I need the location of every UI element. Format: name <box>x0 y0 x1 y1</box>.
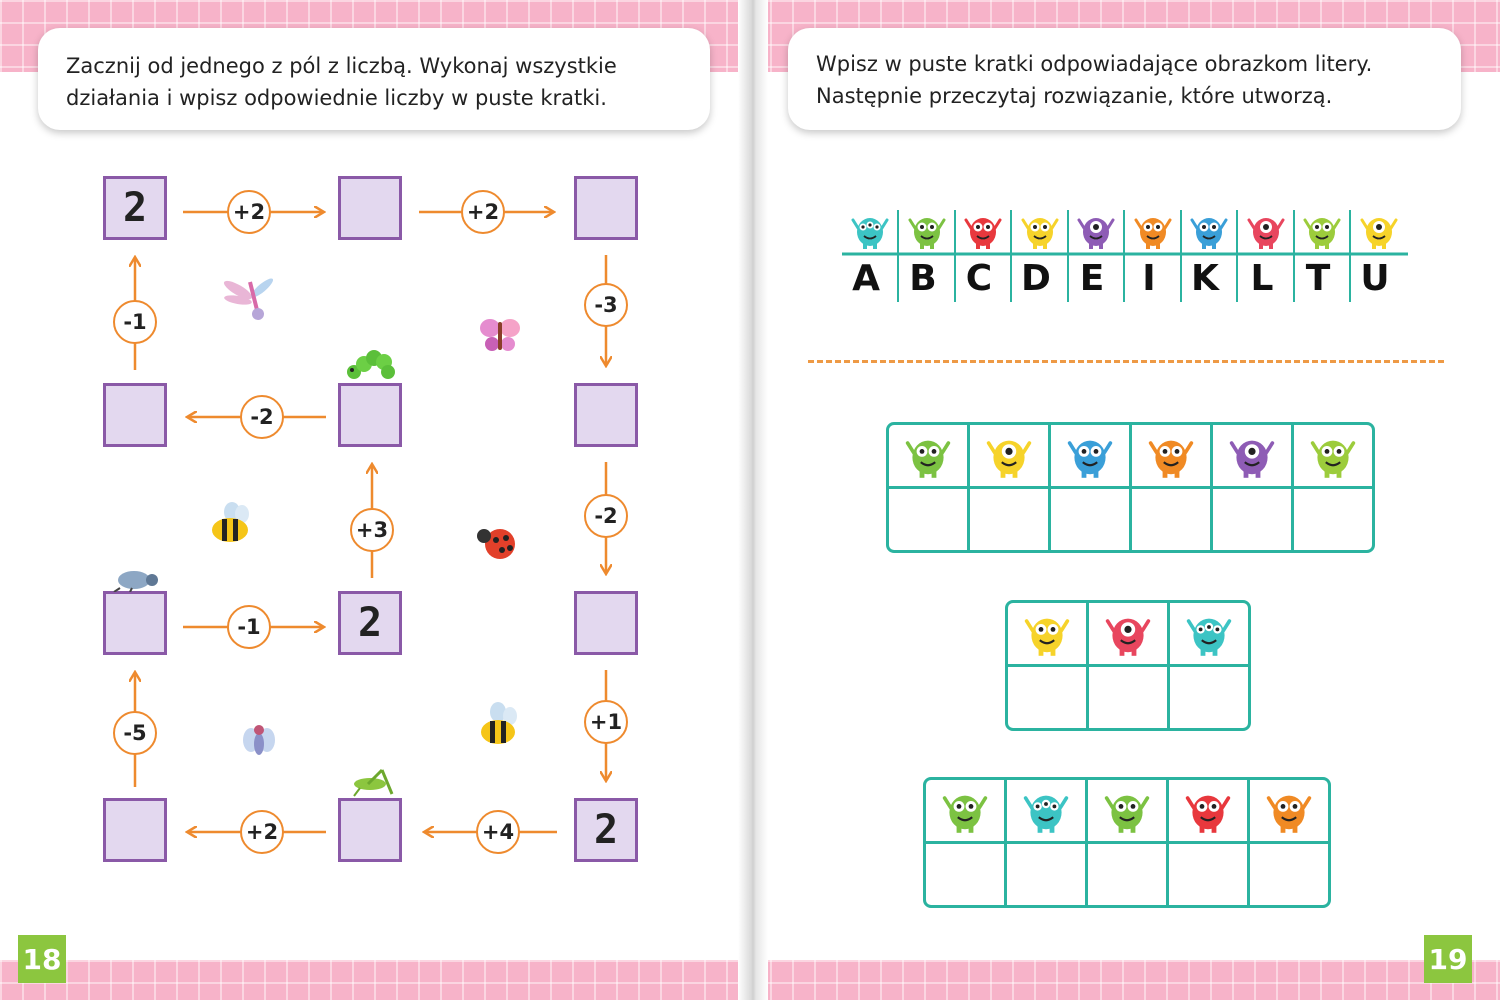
letter-answer-cell[interactable] <box>1005 664 1089 731</box>
letter-answer-cell[interactable] <box>1247 841 1331 908</box>
yellow-cyclops-icon <box>985 431 1033 479</box>
number-box[interactable] <box>574 176 638 240</box>
number-box[interactable] <box>103 383 167 447</box>
right-instruction-card <box>788 28 1461 130</box>
right-instruction-text: Wpisz w puste kratki odpowiadające obrazkom litery. Następnie przeczytaj rozwiązanie, które utworzą. <box>816 52 1373 108</box>
blue-monster-icon <box>1189 210 1229 250</box>
picture-cell <box>1166 777 1250 844</box>
picture-cell <box>886 422 970 489</box>
key-letter: E <box>1079 258 1105 299</box>
key-letter: U <box>1360 258 1390 299</box>
lime-monster-icon <box>1302 210 1342 250</box>
number-box[interactable] <box>338 798 402 862</box>
caterpillar-icon <box>344 346 396 382</box>
orange-monster-icon <box>1133 210 1173 250</box>
teal-monster-icon <box>1185 609 1233 657</box>
operation-circle: -5 <box>113 711 157 755</box>
dashed-separator <box>808 360 1444 363</box>
operation-circle: -1 <box>113 300 157 344</box>
operation-circle: +4 <box>476 810 520 854</box>
letter-answer-cell[interactable] <box>1167 664 1251 731</box>
key-letter: C <box>965 258 993 299</box>
teal-monster-icon <box>1022 786 1070 834</box>
key-letter: D <box>1021 258 1051 299</box>
letter-answer-cell[interactable] <box>1004 841 1088 908</box>
picture-cell <box>1167 600 1251 667</box>
key-letter: I <box>1142 258 1156 299</box>
right-page <box>760 0 1500 1000</box>
butterfly-icon <box>478 314 524 358</box>
picture-cell <box>923 777 1007 844</box>
key-letter: T <box>1305 258 1331 299</box>
green-monster-icon <box>941 786 989 834</box>
red-monster-icon <box>1184 786 1232 834</box>
letter-answer-cell[interactable] <box>886 486 970 553</box>
operation-circle: -2 <box>240 395 284 439</box>
grasshopper-icon <box>348 766 396 798</box>
picture-cell <box>1210 422 1294 489</box>
picture-cell <box>1005 600 1089 667</box>
number-box: 2 <box>103 176 167 240</box>
key-letter: K <box>1191 258 1219 299</box>
bee-icon <box>206 502 256 546</box>
operation-circle: -2 <box>584 494 628 538</box>
number-box[interactable] <box>103 798 167 862</box>
fly-icon <box>242 722 276 760</box>
ladybug-icon <box>474 520 522 562</box>
number-box[interactable] <box>574 591 638 655</box>
picture-cell <box>1247 777 1331 844</box>
operation-circle: -3 <box>584 283 628 327</box>
picture-cell <box>967 422 1051 489</box>
number-box: 2 <box>338 591 402 655</box>
picture-cell <box>1291 422 1375 489</box>
yellow-monster-icon <box>1020 210 1060 250</box>
bee-icon <box>474 702 524 750</box>
blue-monster-icon <box>1066 431 1114 479</box>
pink-monster-icon <box>1104 609 1152 657</box>
dragonfly-icon <box>220 276 276 324</box>
lime-monster-icon <box>1309 431 1357 479</box>
picture-cell <box>1129 422 1213 489</box>
key-letter: B <box>909 258 937 299</box>
operation-circle: -1 <box>227 605 271 649</box>
purple-monster-icon <box>1076 210 1116 250</box>
letter-answer-cell[interactable] <box>1129 486 1213 553</box>
operation-circle: +2 <box>227 190 271 234</box>
number-box[interactable] <box>338 176 402 240</box>
picture-cell <box>1086 600 1170 667</box>
picture-cell <box>1085 777 1169 844</box>
teal-monster-icon <box>850 210 890 250</box>
letter-answer-cell[interactable] <box>1291 486 1375 553</box>
key-letter: L <box>1250 258 1274 299</box>
yellow-cyclops-icon <box>1359 210 1399 250</box>
purple-monster-icon <box>1228 431 1276 479</box>
page-number-left: 18 <box>18 935 66 983</box>
left-instruction-text: Zacznij od jednego z pól z liczbą. Wykonaj wszystkie działania i wpisz odpowiednie liczby w puste kratki. <box>66 54 617 110</box>
key-letter: A <box>852 258 880 299</box>
number-box: 2 <box>574 798 638 862</box>
green-monster-icon <box>904 431 952 479</box>
green-monster-icon <box>907 210 947 250</box>
letter-answer-cell[interactable] <box>923 841 1007 908</box>
red-monster-icon <box>963 210 1003 250</box>
beetle-icon <box>110 568 164 592</box>
yellow-monster-icon <box>1023 609 1071 657</box>
letter-answer-cell[interactable] <box>1166 841 1250 908</box>
orange-monster-icon <box>1147 431 1195 479</box>
number-box[interactable] <box>574 383 638 447</box>
operation-circle: +3 <box>350 508 394 552</box>
picture-cell <box>1048 422 1132 489</box>
letter-answer-cell[interactable] <box>1048 486 1132 553</box>
letter-answer-cell[interactable] <box>1086 664 1170 731</box>
operation-circle: +2 <box>240 810 284 854</box>
number-box[interactable] <box>103 591 167 655</box>
picture-cell <box>1004 777 1088 844</box>
page-number-right: 19 <box>1424 935 1472 983</box>
orange-monster-icon <box>1265 786 1313 834</box>
letter-answer-cell[interactable] <box>967 486 1051 553</box>
number-box[interactable] <box>338 383 402 447</box>
left-page <box>0 0 745 1000</box>
letter-answer-cell[interactable] <box>1210 486 1294 553</box>
operation-circle: +2 <box>461 190 505 234</box>
operation-circle: +1 <box>584 700 628 744</box>
letter-answer-cell[interactable] <box>1085 841 1169 908</box>
pink-monster-icon <box>1246 210 1286 250</box>
green-monster-icon <box>1103 786 1151 834</box>
